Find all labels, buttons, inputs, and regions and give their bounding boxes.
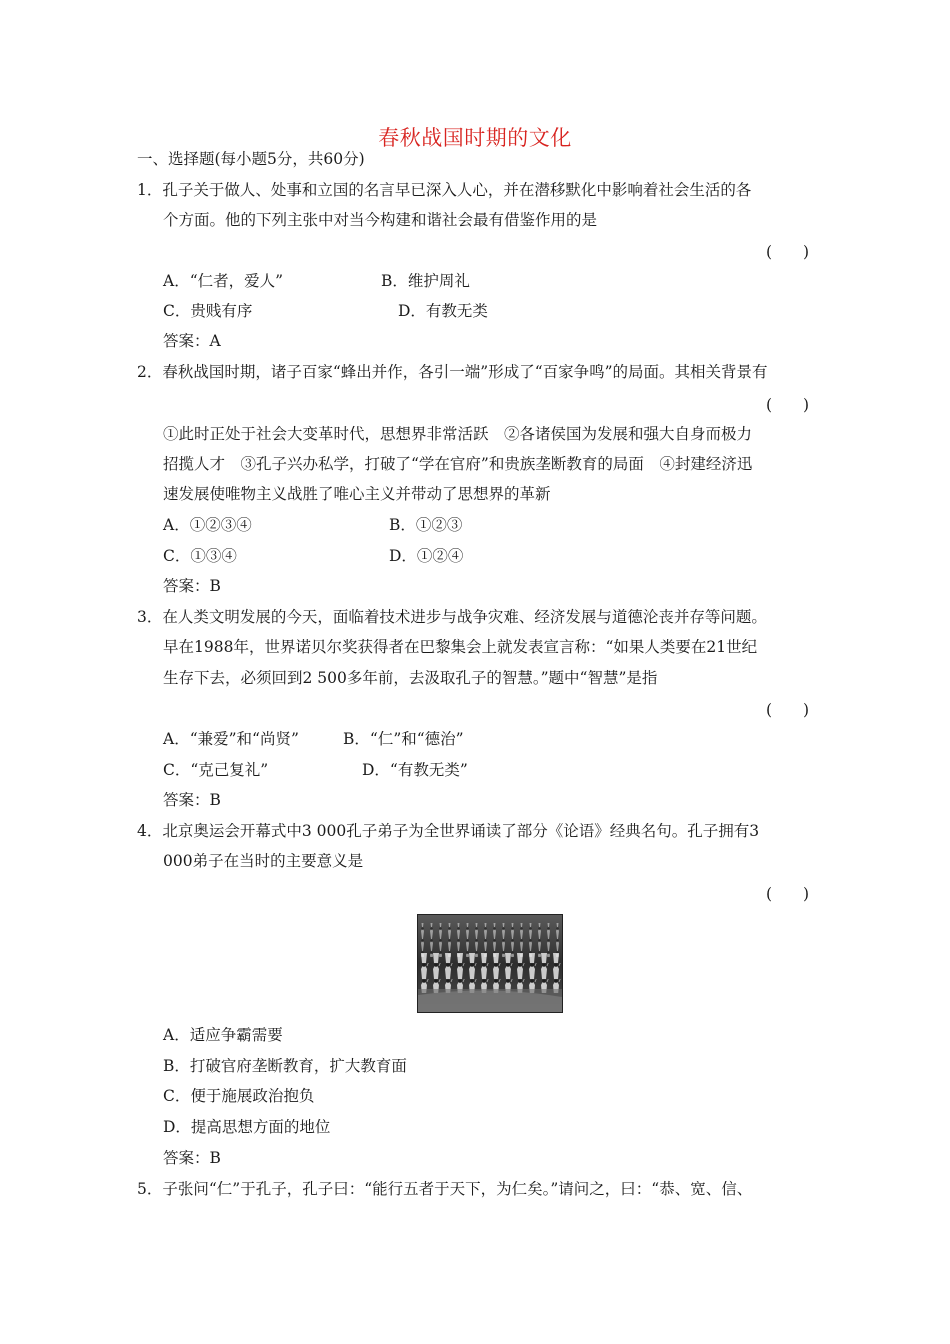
q2-stem-line1: 2．春秋战国时期，诸子百家“蜂出并作，各引一端”形成了“百家争鸣”的局面。其相关背景有 [137,363,768,381]
performers-illustration [418,915,562,1012]
q3-stem-line1: 3．在人类文明发展的今天，面临着技术进步与战争灾难、经济发展与道德沦丧并存等问题。 [137,608,767,626]
q3-option-b: B．“仁”和“德治” [343,730,464,748]
q1-stem-line2: 个方面。他的下列主张中对当今构建和谐社会最有借鉴作用的是 [163,211,598,229]
q3-option-c: C．“克己复礼” [163,761,269,779]
section-heading: 一、选择题(每小题5分，共60分) [137,150,365,168]
q4-answer-blank: ( ) [766,885,810,903]
q2-option-a: A．①②③④ [163,516,252,534]
q2-answer: 答案：B [163,577,221,595]
q2-option-b: B．①②③ [389,516,463,534]
q4-stem-line2: 000弟子在当时的主要意义是 [163,852,364,870]
q4-option-c: C．便于施展政治抱负 [163,1087,315,1105]
q5-stem-line1: 5．子张问“仁”于孔子，孔子曰：“能行五者于天下，为仁矣。”请问之，曰：“恭、宽、信、 [137,1180,753,1198]
q2-answer-blank: ( ) [766,396,810,414]
q2-statement-line1: ①此时正处于社会大变革时代，思想界非常活跃 ②各诸侯国为发展和强大自身而极力 [163,425,753,443]
q1-answer: 答案：A [163,332,221,350]
q2-option-c: C．①③④ [163,547,237,565]
q4-option-b: B．打破官府垄断教育，扩大教育面 [163,1057,407,1075]
q2-option-d: D．①②④ [389,547,464,565]
q1-answer-blank: ( ) [766,243,810,261]
q1-option-c: C．贵贱有序 [163,302,253,320]
q1-stem-line1: 1．孔子关于做人、处事和立国的名言早已深入人心，并在潜移默化中影响着社会生活的各 [137,181,752,199]
page-title: 春秋战国时期的文化 [378,126,572,150]
q3-stem-line2: 早在1988年，世界诺贝尔奖获得者在巴黎集会上就发表宣言称：“如果人类要在21世纪 [163,638,758,656]
q4-stem-line1: 4．北京奥运会开幕式中3 000孔子弟子为全世界诵读了部分《论语》经典名句。孔子拥有3 [137,822,760,840]
q4-answer: 答案：B [163,1149,221,1167]
q3-option-d: D．“有教无类” [362,761,468,779]
q3-stem-line3: 生存下去，必须回到2 500多年前，去汲取孔子的智慧。”题中“智慧”是指 [163,669,658,687]
q3-answer-blank: ( ) [766,701,810,719]
q2-statement-line3: 速发展使唯物主义战胜了唯心主义并带动了思想界的革新 [163,485,551,503]
q1-option-d: D．有教无类 [398,302,488,320]
q3-option-a: A．“兼爱”和“尚贤” [163,730,299,748]
q4-option-a: A．适应争霸需要 [163,1026,283,1044]
q1-option-b: B．维护周礼 [381,272,470,290]
olympic-ceremony-photo [417,914,563,1013]
q3-answer: 答案：B [163,791,221,809]
q1-option-a: A．“仁者，爱人” [163,272,284,290]
q4-option-d: D．提高思想方面的地位 [163,1118,331,1136]
q2-statement-line2: 招揽人才 ③孔子兴办私学，打破了“学在官府”和贵族垄断教育的局面 ④封建经济迅 [163,455,753,473]
